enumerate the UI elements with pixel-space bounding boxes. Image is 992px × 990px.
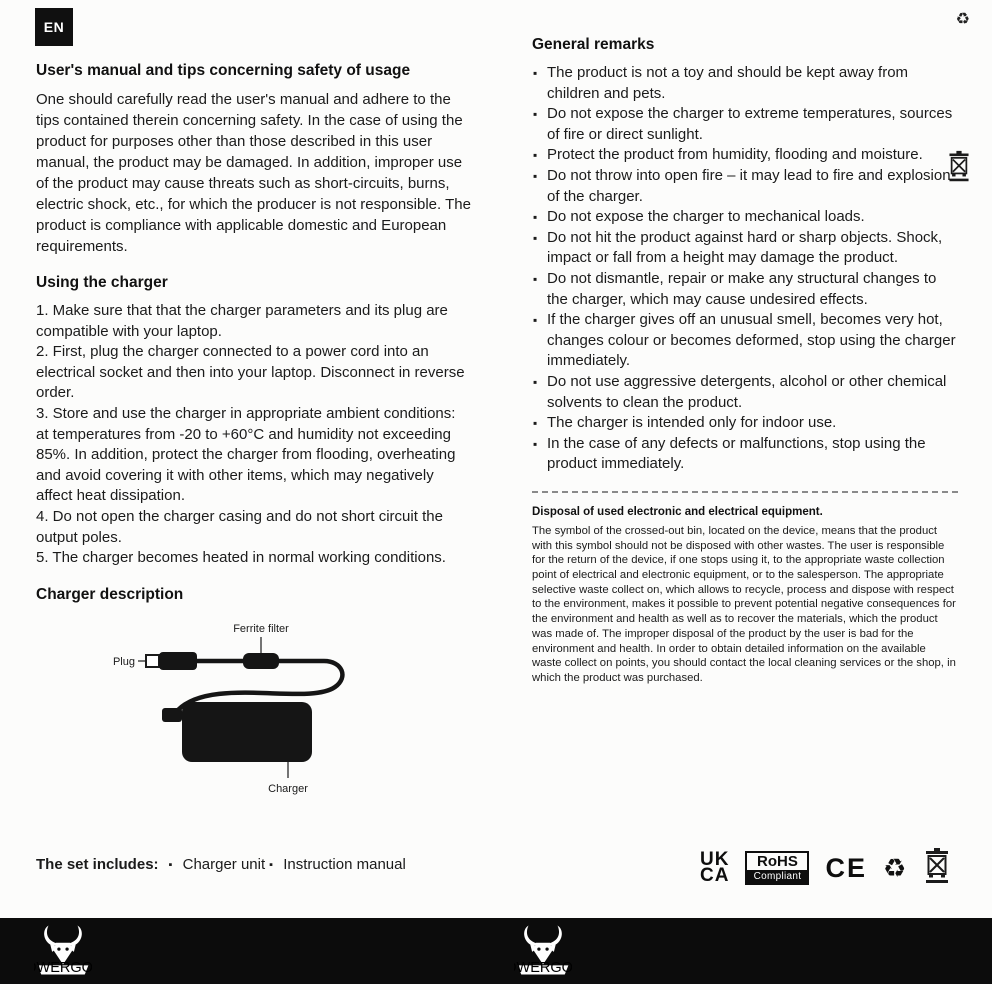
using-charger-heading: Using the charger — [36, 274, 168, 291]
rohs-mark — [745, 851, 809, 885]
using-charger-step: 5. The charger becomes heated in normal working conditions. — [36, 549, 446, 567]
compliance-marks-row — [700, 842, 952, 894]
recycle-icon: ♻ — [882, 853, 907, 883]
remark-item: ▪ Do not hit the product against hard or sharp objects. Shock, impact or fall from a height may damage the product. — [532, 228, 958, 269]
remark-item: ▪ Do not expose the charger to extreme temperatures, sources of fire or direct sunlight. — [532, 104, 958, 145]
disposal-heading: Disposal of used electronic and electrical equipment. — [532, 505, 823, 518]
left-column — [36, 62, 472, 809]
weee-bin-icon — [922, 847, 952, 890]
set-includes — [36, 856, 406, 873]
recycle-icon-corner: ♻ — [955, 11, 970, 28]
remark-item: ▪ Do not dismantle, repair or make any structural changes to the charger, which may cause undesired effects. — [532, 269, 958, 310]
dashed-divider — [532, 491, 958, 493]
powergoat-logo — [34, 922, 92, 983]
plug-tip — [146, 655, 159, 667]
using-charger-step: 3. Store and use the charger in appropriate ambient conditions: at temperatures from -20 to +60°C and humidity not exceeding 85%. In addition, protect the charger from flooding, overheating and avoid covering it with other items, which may negatively affect heat dissipation. — [36, 404, 456, 505]
ferrite-filter-label: Ferrite filter — [233, 622, 289, 635]
set-includes-label: The set includes: — [36, 856, 159, 873]
rohs-label: RoHS — [757, 853, 798, 870]
charger-body — [182, 702, 312, 762]
right-column — [532, 36, 958, 686]
rohs-sublabel: Compliant — [747, 870, 807, 883]
bullet-marker: ▪ — [269, 859, 274, 871]
plug-connector — [159, 652, 197, 670]
ukca-mark — [700, 849, 730, 886]
powergoat-logo — [514, 922, 572, 983]
charger-description-heading: Charger description — [36, 585, 184, 603]
disposal-paragraph: The symbol of the crossed-out bin, located on the device, means that the product with this symbol should not be disposed with other wastes. The user is responsible for the return of the device, if one stops using it, to the appropriate waste collection point of electrical and electronic equipment, or to the salesperson. The appropriate selective waste collect on, which allows to recycle, process and dispose with respect to the environment, makes it possible to prevent potential negative consequences for the environment and health as well as to recover the materials, which the product was made of. The improper disposal of the product by the user is bad for the environment and health. In order to obtain detailed information on the available waste collect on points, you should contact the local cleaning services or the shop, in which the product was purchased. — [532, 524, 956, 684]
remark-item: ▪ The charger is intended only for indoor use. — [532, 413, 958, 434]
remark-item: ▪ Protect the product from humidity, flooding and moisture. — [532, 145, 958, 166]
charger-input-stub — [162, 708, 182, 722]
charger-diagram-svg — [36, 614, 472, 804]
set-includes-item: Charger unit — [182, 856, 266, 873]
ce-mark: CE — [825, 852, 867, 883]
set-includes-item: Instruction manual — [283, 856, 406, 873]
remark-item: ▪ Do not use aggressive detergents, alcohol or other chemical solvents to clean the product. — [532, 372, 958, 413]
remark-item: ▪ Do not expose the charger to mechanical loads. — [532, 207, 958, 228]
safety-paragraph: One should carefully read the user's manual and adhere to the tips contained therein concerning safety. In the case of using the product for purposes other than those described in this user manual, the product may be damaged. In addition, improper use of the product may cause threats such as short-circuits, burns, electric shock, etc., for which the producer is not responsible. The product is compliance with applicable domestic and European requirements. — [36, 91, 471, 255]
charger-label: Charger — [268, 782, 308, 795]
general-remarks-list — [532, 63, 958, 475]
using-charger-step: 4. Do not open the charger casing and do not short circuit the output poles. — [36, 507, 443, 546]
ferrite-filter — [243, 653, 279, 669]
language-badge: EN — [35, 8, 73, 46]
plug-label: Plug — [112, 655, 135, 668]
charger-diagram — [36, 614, 472, 809]
bullet-marker: ▪ — [168, 859, 173, 871]
using-charger-steps — [36, 301, 472, 569]
safety-heading: User's manual and tips concerning safety of usage — [36, 62, 411, 79]
remark-item: ▪ Do not throw into open fire – it may lead to fire and explosion of the charger. — [532, 166, 958, 207]
footer-bar — [0, 918, 992, 984]
remark-item: ▪ In the case of any defects or malfunctions, stop using the product immediately. — [532, 434, 958, 475]
ukca-line2: CA — [700, 865, 730, 886]
crossed-bin-glyph — [922, 847, 952, 885]
ukca-line1: UK — [700, 849, 730, 870]
using-charger-step: 2. First, plug the charger connected to a power cord into an electrical socket and then into your laptop. Disconnect in reverse order. — [36, 343, 465, 402]
general-remarks-heading: General remarks — [532, 36, 655, 53]
remark-item: ▪ If the charger gives off an unusual smell, becomes very hot, changes colour or becomes deformed, stop using the charger immediately. — [532, 310, 958, 372]
remark-item: ▪ The product is not a toy and should be kept away from children and pets. — [532, 63, 958, 104]
using-charger-step: 1. Make sure that that the charger parameters and its plug are compatible with your laptop. — [36, 302, 448, 340]
